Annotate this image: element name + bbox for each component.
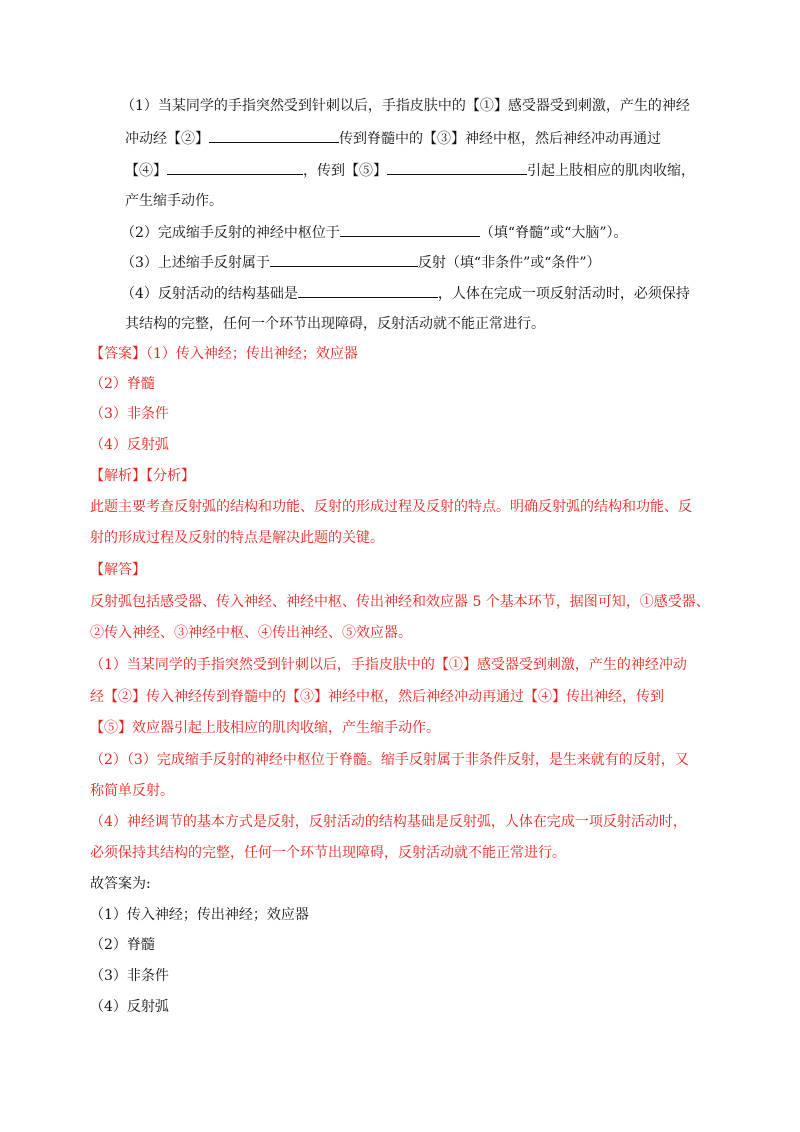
final-answer-line-1: （1）传入神经；传出神经；效应器 — [90, 907, 309, 923]
answer-blank[interactable] — [270, 252, 418, 267]
analysis-paragraph-line-1: 此题主要考查反射弧的结构和功能、反射的形成过程及反射的特点。明确反射弧的结构和功能、反 — [90, 499, 692, 515]
question-2: （2）完成缩手反射的神经中枢位于 （填“脊髓”或“大脑”）。 — [121, 222, 628, 243]
answer-label: 【答案】 — [90, 346, 146, 362]
solution-line-4: 经【②】传入神经传到脊髓中的【③】神经中枢，然后神经冲动再通过【④】传出神经，传到 — [90, 689, 664, 705]
question-1-line-3: 【④】 ，传到【⑤】 引起上肢相应的肌肉收缩， — [125, 160, 695, 181]
answer-line-1: 【答案】（1）传入神经；传出神经；效应器 — [90, 346, 358, 362]
final-answer-line-3: （3）非条件 — [90, 968, 169, 984]
answer-blank[interactable] — [340, 222, 480, 237]
question-4-line-2: 其结构的完整，任何一个环节出现障碍，反射活动就不能正常进行。 — [125, 316, 545, 332]
solution-line-9: 必须保持其结构的完整，任何一个环节出现障碍，反射活动就不能正常进行。 — [90, 845, 566, 861]
question-1-line-2: 冲动经【②】 传到脊髓中的【③】神经中枢，然后神经冲动再通过 — [125, 128, 661, 149]
solution-line-1: 反射弧包括感受器、传入神经、神经中枢、传出神经和效应器 5 个基本环节，据图可知，①感受器、 — [90, 594, 710, 610]
final-answer-line-2: （2）脊髓 — [90, 937, 155, 953]
solution-line-7: 称简单反射。 — [90, 783, 174, 799]
solution-line-2: ②传入神经、③神经中枢、④传出神经、⑤效应器。 — [90, 625, 412, 641]
final-answer-label: 故答案为: — [90, 876, 151, 892]
answer-blank[interactable] — [167, 160, 303, 175]
answer-blank[interactable] — [298, 283, 438, 298]
solution-header: 【解答】 — [90, 562, 146, 578]
question-4-line-1: （4）反射活动的结构基础是 ，人体在完成一项反射活动时，必须保持 — [121, 283, 690, 304]
question-3: （3）上述缩手反射属于 反射（填“非条件”或“条件”） — [121, 252, 601, 273]
analysis-header: 【解析】【分析】 — [90, 468, 195, 484]
question-1-line-4: 产生缩手动作。 — [125, 193, 223, 209]
answer-blank[interactable] — [209, 128, 339, 143]
answer-blank[interactable] — [387, 160, 527, 175]
solution-line-8: （4）神经调节的基本方式是反射，反射活动的结构基础是反射弧，人体在完成一项反射活动时， — [90, 814, 687, 830]
analysis-paragraph-line-2: 射的形成过程及反射的特点是解决此题的关键。 — [90, 530, 384, 546]
solution-line-5: 【⑤】效应器引起上肢相应的肌肉收缩，产生缩手动作。 — [90, 720, 440, 736]
final-answer-line-4: （4）反射弧 — [90, 999, 169, 1015]
solution-line-6: （2）（3）完成缩手反射的神经中枢位于脊髓。缩手反射属于非条件反射，是生来就有的反射，又 — [90, 752, 689, 768]
question-1-line-1: （1）当某同学的手指突然受到针刺以后，手指皮肤中的【①】感受器受到刺激，产生的神经 — [121, 98, 690, 114]
solution-line-3: （1）当某同学的手指突然受到针刺以后，手指皮肤中的【①】感受器受到刺激，产生的神经冲动 — [90, 657, 687, 673]
answer-line-4: （4）反射弧 — [90, 437, 169, 453]
answer-line-2: （2）脊髓 — [90, 376, 155, 392]
answer-line-3: （3）非条件 — [90, 406, 169, 422]
